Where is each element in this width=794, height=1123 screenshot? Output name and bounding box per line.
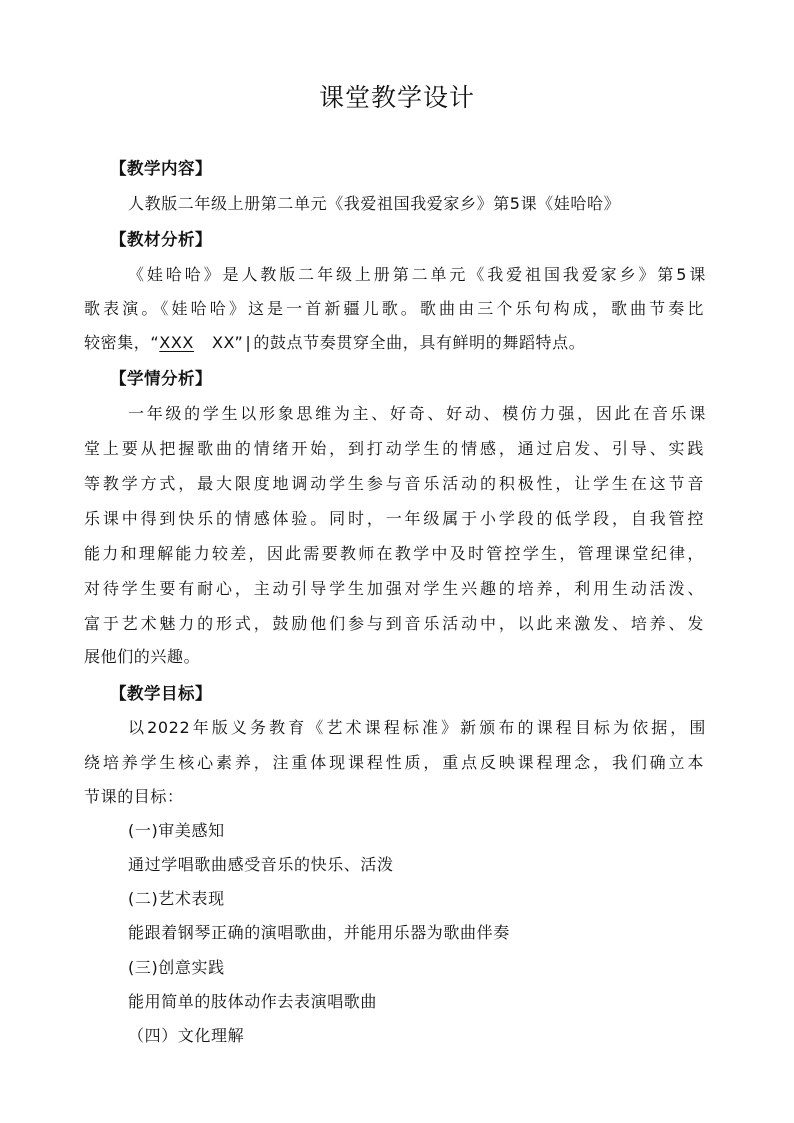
paragraph-line: 富于艺术魅力的形式，鼓励他们参与到音乐活动中，以此来激发、培养、发	[84, 614, 704, 633]
learner-analysis-line	[128, 401, 706, 424]
teaching-goals-line	[84, 750, 704, 773]
rhythm-quote-close: ”	[234, 333, 244, 352]
rhythm-pattern-b: XX	[211, 333, 235, 352]
teaching-goals-line	[128, 715, 706, 738]
paragraph-line: 能力和理解能力较差，因此需要教师在教学中及时管控学生，管理课堂纪律，	[84, 544, 704, 563]
teaching-goals-line	[84, 784, 184, 807]
learner-analysis-line	[84, 541, 704, 564]
rhythm-quote-open: “	[150, 333, 160, 352]
goal-item-label: （四）文化理解	[128, 1026, 245, 1045]
heading-material-analysis: 【教材分析】	[110, 230, 212, 249]
heading-learner-analysis: 【学情分析】	[110, 369, 212, 388]
goal-item-label: (三)创意实践	[128, 958, 225, 977]
material-analysis-line	[84, 330, 585, 353]
goal-item-label: (一)审美感知	[128, 821, 225, 840]
paragraph-line: 节课的目标：	[84, 787, 184, 806]
paragraph-line: 以2022年版义务教育《艺术课程标准》新颁布的课程目标为依据，围	[128, 718, 706, 737]
paragraph-line: 《娃哈哈》是人教版二年级上册第二单元《我爱祖国我爱家乡》第5课	[128, 265, 706, 284]
paragraph-line: 乐课中得到快乐的情感体验。同时，一年级属于小学段的低学段，自我管控	[84, 509, 704, 528]
heading-teaching-content: 【教学内容】	[110, 159, 212, 178]
learner-analysis-line	[84, 436, 704, 459]
teaching-content-text: 人教版二年级上册第二单元《我爱祖国我爱家乡》第5课《娃哈哈》	[128, 194, 621, 213]
rhythm-barline: |	[245, 333, 252, 352]
rhythm-pattern-a: XXX	[159, 333, 194, 352]
paragraph-line: 等教学方式，最大限度地调动学生参与音乐活动的积极性，让学生在这节音	[84, 474, 704, 493]
paragraph-line: 展他们的兴趣。	[84, 647, 201, 666]
learner-analysis-line	[84, 576, 704, 599]
learner-analysis-line	[84, 611, 704, 634]
paragraph-line: 较密集，	[84, 333, 151, 352]
goal-item-label: (二)艺术表现	[128, 889, 225, 908]
goal-item-text: 能跟着钢琴正确的演唱歌曲，并能用乐器为歌曲伴奏	[128, 923, 510, 942]
heading-teaching-goals: 【教学目标】	[110, 684, 212, 703]
learner-analysis-line	[84, 644, 200, 667]
goal-item-text: 通过学唱歌曲感受音乐的快乐、活泼	[128, 855, 394, 874]
paragraph-line-tail: 的鼓点节奏贯穿全曲，具有鲜明的舞蹈特点。	[253, 333, 586, 352]
paragraph-line: 绕培养学生核心素养，注重体现课程性质，重点反映课程理念，我们确立本	[84, 753, 704, 772]
material-analysis-line	[128, 262, 706, 285]
paragraph-line: 一年级的学生以形象思维为主、好奇、好动、模仿力强，因此在音乐课	[128, 404, 706, 423]
learner-analysis-line	[84, 506, 704, 529]
paragraph-line: 歌表演。《娃哈哈》这是一首新疆儿歌。歌曲由三个乐句构成，歌曲节奏比	[84, 299, 704, 318]
material-analysis-line	[84, 296, 704, 319]
learner-analysis-line	[84, 471, 704, 494]
paragraph-line: 堂上要从把握歌曲的情绪开始，到打动学生的情感，通过启发、引导、实践	[84, 439, 704, 458]
paragraph-line: 对待学生要有耐心，主动引导学生加强对学生兴趣的培养，利用生动活泼、	[84, 579, 704, 598]
goal-item-text: 能用简单的肢体动作去表演唱歌曲	[128, 992, 378, 1011]
page-title: 课堂教学设计	[318, 83, 475, 112]
